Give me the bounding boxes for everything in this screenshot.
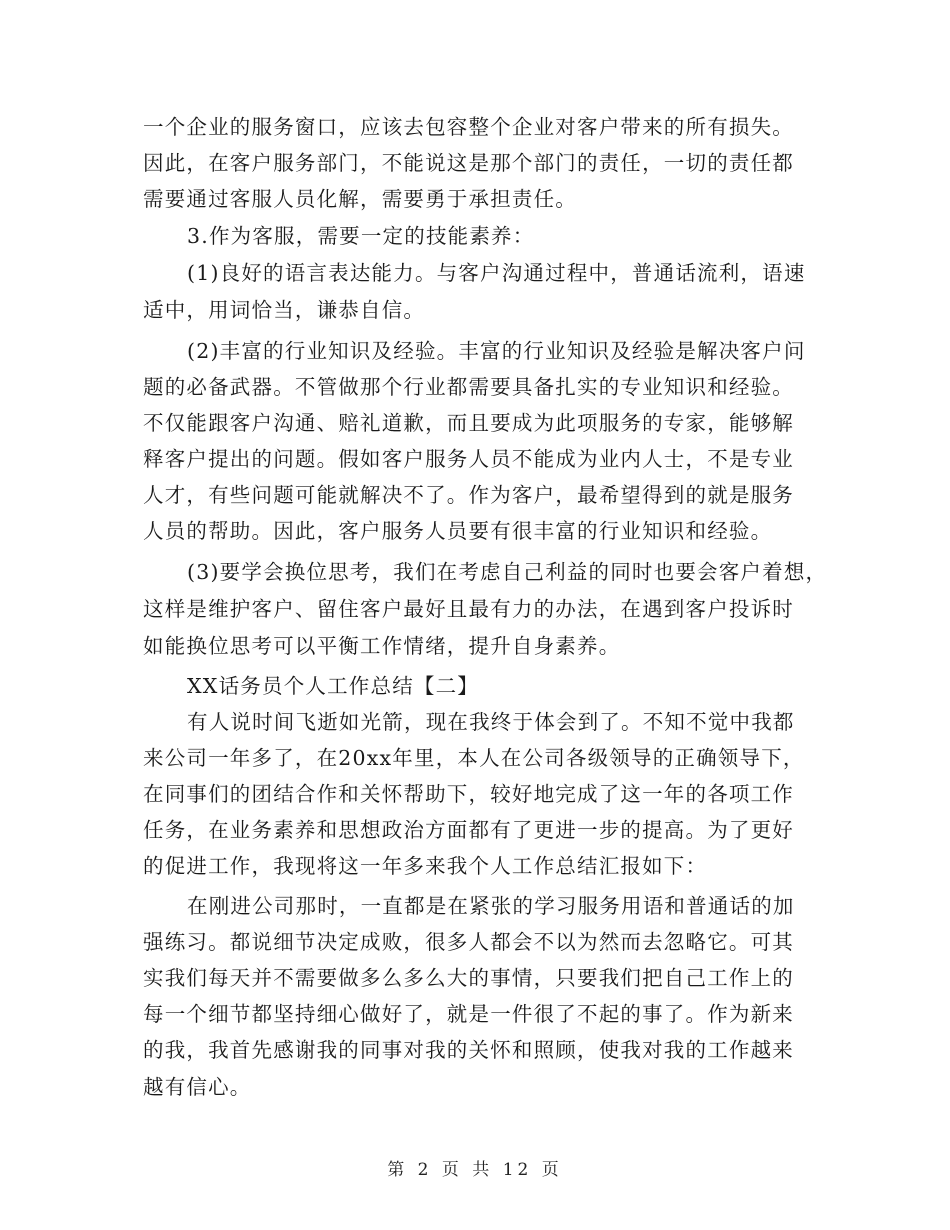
text-line: 题的必备武器。不管做那个行业都需要具备扎实的专业知识和经验。 <box>143 375 794 399</box>
text-line: 如能换位思考可以平衡工作情绪，提升自身素养。 <box>143 634 621 658</box>
text-line: 在同事们的团结合作和关怀帮助下，较好地完成了这一年的各项工作 <box>143 782 794 806</box>
text-line: 人员的帮助。因此，客户服务人员要有很丰富的行业知识和经验。 <box>143 519 773 543</box>
section-heading: XX话务员个人工作总结【二】 <box>187 674 479 698</box>
text-line: 的促进工作，我现将这一年多来我个人工作总结汇报如下： <box>143 854 708 878</box>
text-line: 不仅能跟客户沟通、赔礼道歉，而且要成为此项服务的专家，能够解 <box>143 411 794 435</box>
text-line: 越有信心。 <box>143 1075 252 1099</box>
page-footer: 第 2 页 共 12 页 <box>387 1160 563 1180</box>
text-line: 这样是维护客户、留住客户最好且最有力的办法，在遇到客户投诉时 <box>143 597 794 621</box>
text-line: 强练习。都说细节决定成败，很多人都会不以为然而去忽略它。可其 <box>143 930 794 954</box>
text-line: 有人说时间飞逝如光箭，现在我终于体会到了。不知不觉中我都 <box>187 710 795 734</box>
text-line: 人才，有些问题可能就解决不了。作为客户，最希望得到的就是服务 <box>143 483 794 507</box>
text-line: (3)要学会换位思考，我们在考虑自己利益的同时也要会客户着想， <box>187 560 828 584</box>
text-line: 的我，我首先感谢我的同事对我的关怀和照顾，使我对我的工作越来 <box>143 1038 794 1062</box>
text-line: 来公司一年多了，在20xx年里，本人在公司各级领导的正确领导下， <box>143 746 805 770</box>
text-line: 实我们每天并不需要做多么多么大的事情，只要我们把自己工作上的 <box>143 966 794 990</box>
text-line: 因此，在客户服务部门，不能说这是那个部门的责任，一切的责任都 <box>143 151 794 175</box>
text-line: (1)良好的语言表达能力。与客户沟通过程中，普通话流利，语速 <box>187 261 806 285</box>
text-line: 在刚进公司那时，一直都是在紧张的学习服务用语和普通话的加 <box>187 894 795 918</box>
text-line: 释客户提出的问题。假如客户服务人员不能成为业内人士，不是专业 <box>143 447 794 471</box>
text-line: (2)丰富的行业知识及经验。丰富的行业知识及经验是解决客户问 <box>187 339 806 363</box>
text-line: 任务，在业务素养和思想政治方面都有了更进一步的提高。为了更好 <box>143 818 794 842</box>
text-line: 适中，用词恰当，谦恭自信。 <box>143 298 426 322</box>
text-line: 需要通过客服人员化解，需要勇于承担责任。 <box>143 187 577 211</box>
text-line: 一个企业的服务窗口，应该去包容整个企业对客户带来的所有损失。 <box>143 115 794 139</box>
text-line: 每一个细节都坚持细心做好了，就是一件很了不起的事了。作为新来 <box>143 1002 794 1026</box>
section-heading: 3.作为客服，需要一定的技能素养： <box>187 224 535 248</box>
